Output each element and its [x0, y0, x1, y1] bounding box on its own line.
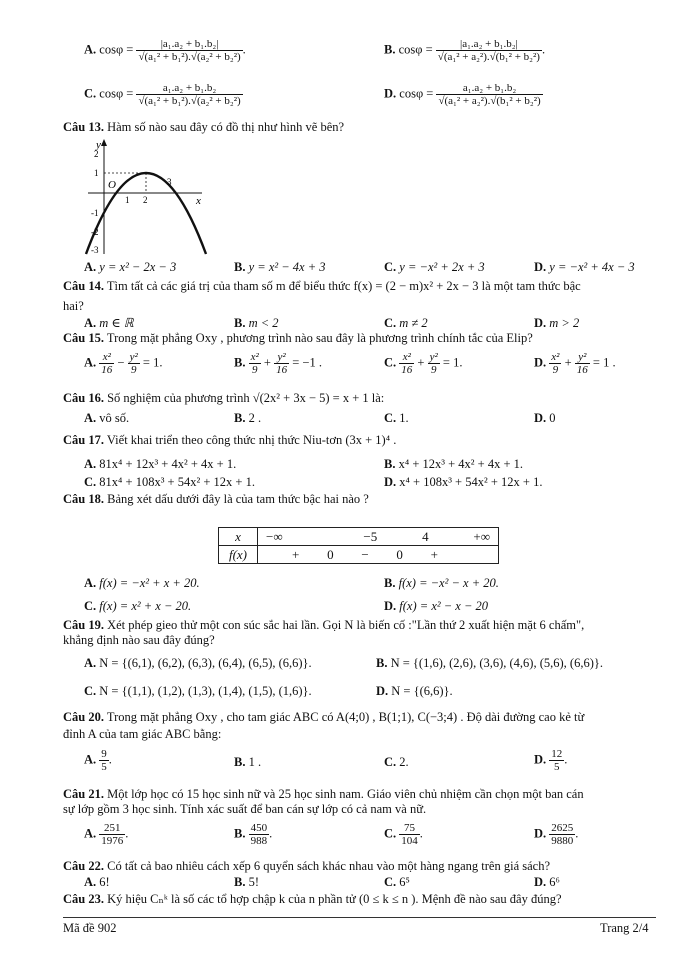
svg-text:2: 2: [94, 149, 99, 159]
prev-option-c: C. cosφ = $\frac{\text{a₁.a₂ + b₁.b₂}}{\text{√(a₁² + b₁²).√(a₂² + b₂²)}}$: [84, 82, 241, 107]
q19-option-c[interactable]: C. N = {(1,1), (1,2), (1,3), (1,4), (1,5), (1,6)}.: [84, 684, 312, 698]
q16-stem: Câu 16. Số nghiệm của phương trình √(2x² + 3x − 5) = x + 1 là:: [63, 391, 385, 405]
q20-stem: Câu 20. Trong mặt phẳng Oxy , cho tam giác ABC có A(4;0) , B(1;1), C(−3;4) . Độ dài đường cao kẻ từ: [63, 710, 585, 724]
q19-stem-line2: khẳng định nào sau đây đúng?: [63, 633, 215, 647]
svg-text:1: 1: [94, 168, 99, 178]
q23-stem: Câu 23. Ký hiệu Cₙᵏ là số các tổ hợp chập k của n phần tử (0 ≤ k ≤ n ). Mệnh đề nào sau đây đúng?: [63, 892, 562, 906]
svg-text:1: 1: [125, 195, 130, 205]
q16-option-d[interactable]: D. 0: [534, 411, 556, 425]
q21-option-c[interactable]: C. $\frac{75}{104}$ .: [384, 822, 423, 847]
q21-option-a[interactable]: A. $\frac{251}{1976}$ .: [84, 822, 129, 847]
q19-option-d[interactable]: D. N = {(6,6)}.: [376, 684, 453, 698]
q13-stem: Câu 13. Hàm số nào sau đây có đồ thị như hình vẽ bên?: [63, 120, 345, 134]
q14-option-d[interactable]: D. m > 2: [534, 316, 580, 330]
q13-parabola-graph: [80, 136, 210, 258]
prev-option-a-fraction: $\frac{\text{|a₁.a₂ + b₁.b₂|}}{\text{√(a₁² + b₁²).√(a₂² + b₂²)}}$: [138, 38, 241, 63]
q14-option-a[interactable]: A. m ∈ ℝ: [84, 316, 134, 330]
q18-option-a[interactable]: A. f(x) = −x² + x + 20.: [84, 576, 200, 590]
q18-option-b[interactable]: B. f(x) = −x² − x + 20.: [384, 576, 499, 590]
q15-option-b[interactable]: B. $\frac{\text{x²}}{9}$ + $\frac{\text{y²}}{16}$ = −1 .: [234, 351, 322, 376]
page-number: Trang 2/4: [600, 921, 649, 935]
q18-stem: Câu 18. Bảng xét dấu dưới đây là của tam thức bậc hai nào ?: [63, 492, 369, 506]
q22-option-c[interactable]: C. 6⁵: [384, 875, 410, 889]
q17-option-b[interactable]: B. x⁴ + 12x³ + 4x² + 4x + 1.: [384, 457, 524, 471]
q16-option-c[interactable]: C. 1.: [384, 411, 409, 425]
sign-table: [218, 527, 499, 564]
q16-option-a[interactable]: A. vô số.: [84, 411, 130, 425]
q14-option-b[interactable]: B. m < 2: [234, 316, 279, 330]
svg-text:O: O: [108, 179, 116, 191]
svg-text:-3: -3: [91, 245, 99, 255]
footer-divider: [63, 917, 656, 918]
q13-option-a[interactable]: A. y = x² − 2x − 3: [84, 260, 177, 274]
prev-option-b: B. cosφ = $\frac{\text{|a₁.a₂ + b₁.b₂|}}{\text{√(a₁² + a₂²).√(b₁² + b₂²)}}$ .: [384, 38, 546, 63]
q18-option-d[interactable]: D. f(x) = x² − x − 20: [384, 599, 489, 613]
prev-option-d-fraction: $\frac{\text{a₁.a₂ + b₁.b₂}}{\text{√(a₁² + a₂²).√(b₁² + b₂²)}}$: [438, 82, 541, 107]
q20-option-a[interactable]: A. $\frac{9}{5}$ .: [84, 748, 112, 773]
q15-stem: Câu 15. Trong mặt phẳng Oxy , phương trình nào sau đây là phương trình chính tắc của Elip?: [63, 331, 533, 345]
q22-option-b[interactable]: B. 5!: [234, 875, 260, 889]
q21-option-b[interactable]: B. $\frac{450}{988}$ .: [234, 822, 273, 847]
sign-table-row-x: x −∞ −5 4 +∞: [219, 528, 499, 546]
q13-option-b[interactable]: B. y = x² − 4x + 3: [234, 260, 326, 274]
svg-text:2: 2: [143, 195, 148, 205]
q16-option-b[interactable]: B. 2 .: [234, 411, 262, 425]
q14-option-c[interactable]: C. m ≠ 2: [384, 316, 428, 330]
svg-text:-1: -1: [91, 208, 99, 218]
svg-text:x: x: [196, 195, 201, 207]
q22-stem: Câu 22. Có tất cả bao nhiêu cách xếp 6 quyển sách khác nhau vào một hàng ngang trên giá sách?: [63, 859, 551, 873]
q22-option-d[interactable]: D. 6⁶: [534, 875, 560, 889]
svg-text:3: 3: [167, 177, 172, 187]
q17-option-c[interactable]: C. 81x⁴ + 108x³ + 54x² + 12x + 1.: [84, 475, 255, 489]
svg-text:y: y: [96, 139, 101, 151]
q17-stem: Câu 17. Viết khai triển theo công thức nhị thức Niu-tơn (3x + 1)⁴ .: [63, 433, 397, 447]
prev-option-d: D. cosφ = $\frac{\text{a₁.a₂ + b₁.b₂}}{\text{√(a₁² + a₂²).√(b₁² + b₂²)}}$: [384, 82, 541, 107]
sign-table-row-f: f(x) + 0 − 0 +: [219, 546, 499, 564]
q13-option-d[interactable]: D. y = −x² + 4x − 3: [534, 260, 635, 274]
q20-option-d[interactable]: D. $\frac{12}{5}$ .: [534, 748, 568, 773]
q18-option-c[interactable]: C. f(x) = x² + x − 20.: [84, 599, 192, 613]
q15-option-d[interactable]: D. $\frac{\text{x²}}{9}$ + $\frac{\text{y²}}{16}$ = 1 .: [534, 351, 616, 376]
q17-option-a[interactable]: A. 81x⁴ + 12x³ + 4x² + 4x + 1.: [84, 457, 237, 471]
q22-option-a[interactable]: A. 6!: [84, 875, 110, 889]
prev-option-b-fraction: $\frac{\text{|a₁.a₂ + b₁.b₂|}}{\text{√(a₁² + a₂²).√(b₁² + b₂²)}}$: [437, 38, 540, 63]
q21-stem: Câu 21. Một lớp học có 15 học sinh nữ và 25 học sinh nam. Giáo viên chủ nhiệm cần chọn một ban cán: [63, 787, 584, 801]
prev-option-a: A. cosφ = $\frac{\text{|a₁.a₂ + b₁.b₂|}}{\text{√(a₁² + b₁²).√(a₂² + b₂²)}}$ .: [84, 38, 246, 63]
q14-stem-line2: hai?: [63, 299, 84, 313]
q15-option-c[interactable]: C. $\frac{\text{x²}}{16}$ + $\frac{\text{y²}}{9}$ = 1.: [384, 351, 463, 376]
y-axis-arrow-icon: [101, 139, 107, 146]
q20-option-c[interactable]: C. 2.: [384, 755, 409, 769]
q21-option-d[interactable]: D. $\frac{2625}{9880}$ .: [534, 822, 579, 847]
svg-text:-2: -2: [91, 227, 99, 237]
q20-option-b[interactable]: B. 1 .: [234, 755, 262, 769]
q19-option-b[interactable]: B. N = {(1,6), (2,6), (3,6), (4,6), (5,6), (6,6)}.: [376, 656, 603, 670]
q19-stem: Câu 19. Xét phép gieo thử một con súc sắc hai lần. Gọi N là biến cố :"Lần thứ 2 xuất hiện mặt 6 chấm",: [63, 618, 585, 632]
prev-option-c-fraction: $\frac{\text{a₁.a₂ + b₁.b₂}}{\text{√(a₁² + b₁²).√(a₂² + b₂²)}}$: [138, 82, 241, 107]
q14-stem: Câu 14. Tìm tất cả các giá trị của tham số m để biểu thức f(x) = (2 − m)x² + 2x − 3 là một tam thức bậc: [63, 279, 581, 293]
q21-stem-line2: sự lớp gồm 3 học sinh. Tính xác suất để ban cán sự lớp có cả nam và nữ.: [63, 802, 427, 816]
q15-option-a[interactable]: A. $\frac{\text{x²}}{16}$ − $\frac{\text{y²}}{9}$ = 1.: [84, 351, 163, 376]
q17-option-d[interactable]: D. x⁴ + 108x³ + 54x² + 12x + 1.: [384, 475, 543, 489]
exam-code: Mã đề 902: [63, 921, 117, 935]
q13-option-c[interactable]: C. y = −x² + 2x + 3: [384, 260, 485, 274]
q19-option-a[interactable]: A. N = {(6,1), (6,2), (6,3), (6,4), (6,5), (6,6)}.: [84, 656, 312, 670]
q20-stem-line2: đỉnh A của tam giác ABC bằng:: [63, 727, 222, 741]
